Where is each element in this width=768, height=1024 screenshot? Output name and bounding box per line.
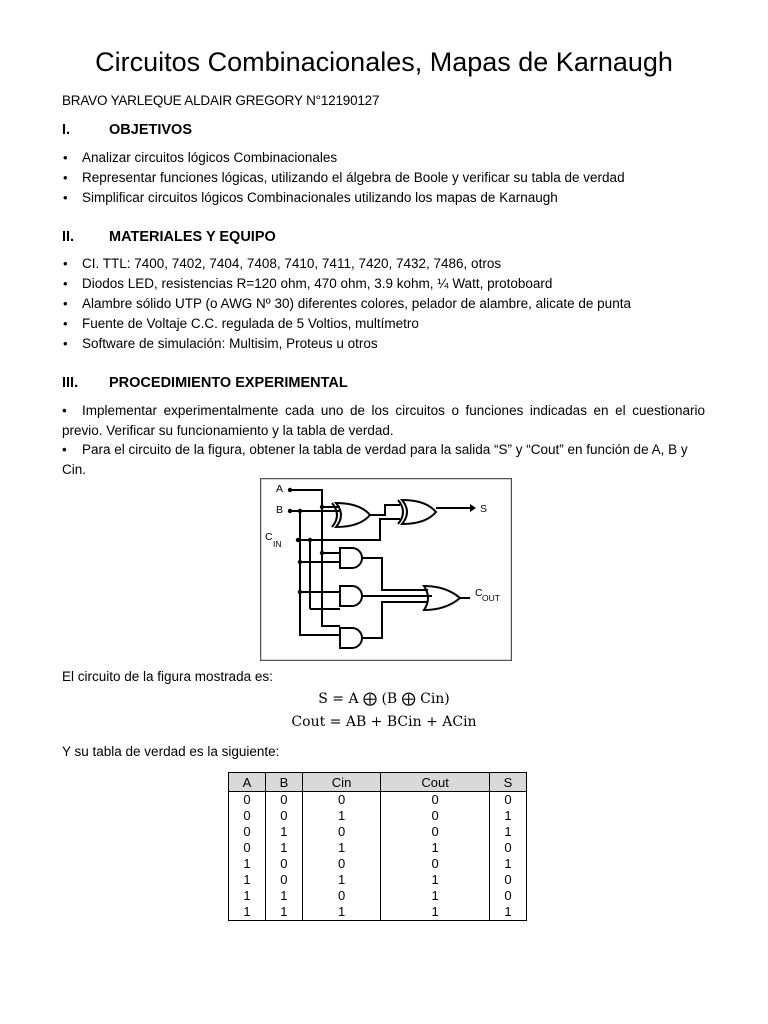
input-dot-a (288, 488, 292, 492)
list-item: • Fuente de Voltaje C.C. regulada de 5 Voltios, multímetro (62, 314, 631, 334)
table-cell: 0 (490, 840, 527, 856)
table-cell: 1 (229, 856, 266, 872)
column-header: B (265, 773, 302, 792)
table-row (229, 904, 527, 921)
table-cell: 1 (490, 904, 527, 921)
table-row (229, 888, 527, 904)
list-item: • Representar funciones lógicas, utilizando el álgebra de Boole y verificar su tabla de verdad (62, 168, 625, 188)
table-cell: 0 (302, 824, 380, 840)
table-cell: 0 (381, 808, 490, 824)
section-title: MATERIALES Y EQUIPO (109, 229, 276, 245)
paragraph-text: Para el circuito de la figura, obtener la tabla de verdad para la salida “S” y “Cout” en función de A, B y Cin. (62, 442, 688, 477)
table-cell: 1 (381, 872, 490, 888)
section-number: II. (62, 229, 75, 245)
circuit-intro: El circuito de la figura mostrada es: (62, 669, 273, 684)
junction-dot (320, 505, 324, 509)
section-heading-procedimiento (62, 375, 348, 391)
table-cell: 0 (229, 840, 266, 856)
equation-s: S = A ⨁ (B ⨁ Cin) (318, 691, 450, 707)
column-header: A (229, 773, 266, 792)
full-adder-circuit-diagram (260, 478, 512, 661)
label-b: B (276, 504, 284, 516)
table-row (229, 872, 527, 888)
section-title: PROCEDIMIENTO EXPERIMENTAL (109, 375, 348, 391)
objectives-list (62, 148, 625, 208)
table-cell: 1 (229, 904, 266, 921)
table-cell: 1 (302, 808, 380, 824)
column-header: Cin (302, 773, 380, 792)
table-cell: 0 (381, 792, 490, 809)
document-title: Circuitos Combinacionales, Mapas de Karnaugh (95, 47, 673, 77)
list-item: • CI. TTL: 7400, 7402, 7404, 7408, 7410, 7411, 7420, 7432, 7486, otros (62, 254, 631, 274)
table-cell: 0 (229, 792, 266, 809)
table-cell: 0 (381, 824, 490, 840)
label-cout-subscript: OUT (482, 593, 500, 603)
list-item: • Simplificar circuitos lógicos Combinacionales utilizando los mapas de Karnaugh (62, 188, 625, 208)
table-cell: 1 (490, 808, 527, 824)
column-header: S (490, 773, 527, 792)
section-number: I. (62, 122, 71, 138)
table-row (229, 856, 527, 872)
table-cell: 1 (302, 904, 380, 921)
junction-dot (320, 551, 324, 555)
table-cell: 1 (302, 872, 380, 888)
junction-dot (308, 538, 312, 542)
column-header: Cout (381, 773, 490, 792)
junction-dot (298, 590, 302, 594)
table-cell: 0 (229, 808, 266, 824)
table-cell: 0 (265, 792, 302, 809)
list-item: • Alambre sólido UTP (o AWG Nº 30) diferentes colores, pelador de alambre, alicate de punta (62, 294, 631, 314)
table-row (229, 840, 527, 856)
label-cout: C (475, 587, 483, 599)
table-header-row (229, 773, 527, 792)
list-item: • Analizar circuitos lógicos Combinacionales (62, 148, 625, 168)
table-cell: 0 (490, 888, 527, 904)
table-cell: 0 (265, 856, 302, 872)
section-title: OBJETIVOS (109, 122, 192, 138)
materials-list (62, 254, 631, 354)
input-dot-b (288, 509, 292, 513)
section-heading-objetivos (62, 122, 192, 138)
table-row (229, 824, 527, 840)
table-intro: Y su tabla de verdad es la siguiente: (62, 744, 280, 759)
table-cell: 1 (265, 904, 302, 921)
paragraph-text: Implementar experimentalmente cada uno de los circuitos o funciones indicadas en el cuestionario previo. Verificar su funcionamiento y la tabla de verdad. (62, 403, 705, 438)
label-c-subscript: IN (273, 539, 282, 549)
table-row (229, 808, 527, 824)
bullet-mark: • (62, 442, 67, 457)
table-cell: 0 (490, 872, 527, 888)
procedure-paragraph-1 (62, 401, 705, 440)
table-cell: 0 (302, 888, 380, 904)
procedure-paragraph-2 (62, 440, 705, 479)
table-cell: 0 (265, 808, 302, 824)
section-heading-materiales (62, 229, 276, 245)
table-cell: 1 (381, 840, 490, 856)
table-cell: 0 (381, 856, 490, 872)
bullet-mark: • (62, 403, 67, 418)
table-cell: 0 (490, 792, 527, 809)
label-a: A (276, 483, 284, 495)
table-row (229, 792, 527, 809)
table-cell: 1 (265, 888, 302, 904)
label-c: C (265, 531, 273, 543)
truth-table (228, 772, 527, 921)
table-cell: 0 (229, 824, 266, 840)
table-cell: 0 (265, 872, 302, 888)
table-cell: 0 (302, 856, 380, 872)
table-cell: 1 (381, 904, 490, 921)
table-cell: 0 (302, 792, 380, 809)
list-item: • Diodos LED, resistencias R=120 ohm, 470 ohm, 3.9 kohm, ¼ Watt, protoboard (62, 274, 631, 294)
input-dot-cin (296, 538, 300, 542)
junction-dot (298, 560, 302, 564)
table-cell: 1 (265, 824, 302, 840)
junction-dot (298, 509, 302, 513)
table-cell: 1 (229, 872, 266, 888)
author-line: BRAVO YARLEQUE ALDAIR GREGORY N°12190127 (62, 93, 380, 108)
section-number: III. (62, 375, 79, 391)
table-cell: 1 (490, 856, 527, 872)
table-cell: 1 (490, 824, 527, 840)
list-item: • Software de simulación: Multisim, Proteus u otros (62, 334, 631, 354)
table-cell: 1 (229, 888, 266, 904)
table-cell: 1 (265, 840, 302, 856)
equation-cout: Cout = AB + BCin + ACin (291, 714, 477, 730)
table-cell: 1 (381, 888, 490, 904)
label-s: S (480, 503, 488, 515)
table-cell: 1 (302, 840, 380, 856)
